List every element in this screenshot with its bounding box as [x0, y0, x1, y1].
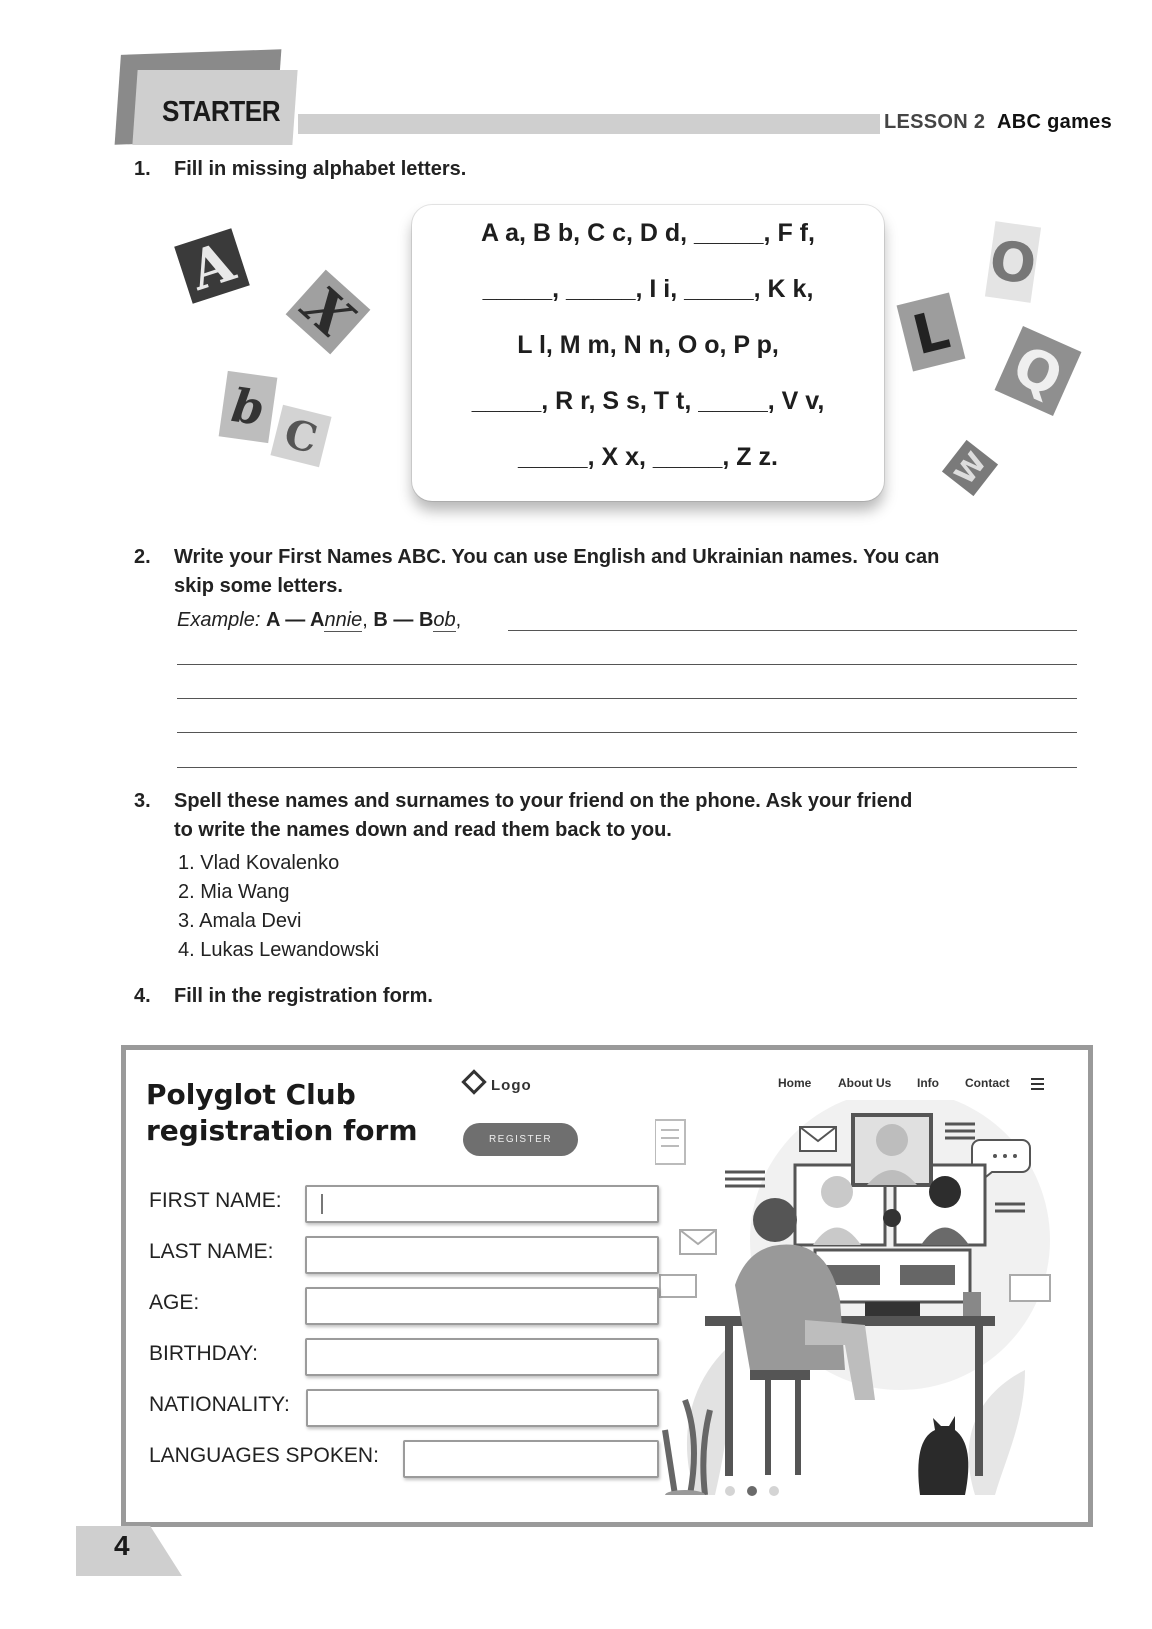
answer-line[interactable]	[177, 664, 1077, 665]
birthday-label: BIRTHDAY:	[149, 1342, 258, 1365]
carousel-dot[interactable]	[725, 1486, 735, 1496]
nationality-label: NATIONALITY:	[149, 1393, 290, 1416]
languages-label: LANGUAGES SPOKEN:	[149, 1444, 379, 1467]
nav-home[interactable]: Home	[778, 1076, 812, 1090]
answer-line[interactable]	[177, 767, 1077, 768]
letter-tile-c: C	[270, 405, 331, 468]
letter-tile-x: X	[286, 270, 371, 355]
letter-tile-b: b	[219, 371, 278, 443]
letter-tile-a: A	[174, 228, 250, 304]
list-item: 4. Lukas Lewandowski	[178, 939, 380, 961]
last-name-label: LAST NAME:	[149, 1240, 274, 1263]
page-number: 4	[114, 1530, 130, 1561]
task1-heading: 1. Fill in missing alphabet letters.	[134, 158, 467, 180]
diamond-icon	[461, 1069, 486, 1094]
section-title: STARTER	[162, 96, 281, 128]
carousel-dot[interactable]	[769, 1486, 779, 1496]
task3-heading-cont: to write the names down and read them back to you.	[174, 819, 672, 841]
task2-heading-cont: skip some letters.	[174, 575, 343, 597]
alphabet-line: _____, X x, _____, Z z.	[518, 443, 778, 471]
alphabet-line: _____, R r, S s, T t, _____, V v,	[471, 387, 825, 415]
list-item: 3. Amala Devi	[178, 910, 302, 932]
nav-contact[interactable]: Contact	[965, 1076, 1010, 1090]
alphabet-line: A a, B b, C c, D d, _____, F f,	[481, 219, 815, 247]
birthday-input[interactable]	[305, 1338, 659, 1376]
carousel-dot-active[interactable]	[747, 1486, 757, 1496]
languages-input[interactable]	[403, 1440, 659, 1478]
video-call-illustration	[655, 1100, 1075, 1495]
nationality-input[interactable]	[306, 1389, 659, 1427]
header-bar	[298, 114, 880, 134]
menu-icon[interactable]	[1031, 1078, 1044, 1090]
list-item: 1. Vlad Kovalenko	[178, 852, 340, 874]
task3-heading: 3. Spell these names and surnames to your friend on the phone. Ask your friend	[134, 790, 913, 812]
answer-line[interactable]	[177, 732, 1077, 733]
letter-tile-l: L	[897, 292, 966, 371]
answer-line[interactable]	[177, 698, 1077, 699]
letter-tile-o: O	[985, 221, 1041, 303]
alphabet-line: _____, _____, I i, _____, K k,	[482, 275, 814, 303]
register-button[interactable]: REGISTER	[463, 1123, 578, 1156]
first-name-label: FIRST NAME:	[149, 1189, 282, 1212]
nav-info[interactable]: Info	[917, 1076, 939, 1090]
text-cursor	[321, 1194, 323, 1214]
list-item: 2. Mia Wang	[178, 881, 290, 903]
form-title: Polyglot Club registration form	[146, 1078, 418, 1147]
age-label: AGE:	[149, 1291, 200, 1314]
alphabet-line: L l, M m, N n, O o, P p,	[517, 331, 779, 359]
task2-heading: 2. Write your First Names ABC. You can use English and Ukrainian names. You can	[134, 546, 940, 568]
first-name-input[interactable]	[305, 1185, 659, 1223]
age-input[interactable]	[305, 1287, 659, 1325]
last-name-input[interactable]	[305, 1236, 659, 1274]
letter-tile-w: W	[942, 440, 998, 496]
example-line: Example: A — Annie, B — Bob,	[177, 609, 462, 631]
task4-heading: 4. Fill in the registration form.	[134, 985, 433, 1007]
logo[interactable]: Logo	[465, 1073, 532, 1094]
alphabet-card	[412, 205, 884, 501]
lesson-label: LESSON 2 ABC games	[884, 111, 1113, 133]
answer-line[interactable]	[508, 630, 1077, 631]
nav-about-us[interactable]: About Us	[838, 1076, 892, 1090]
letter-tile-q: Q	[995, 326, 1082, 416]
